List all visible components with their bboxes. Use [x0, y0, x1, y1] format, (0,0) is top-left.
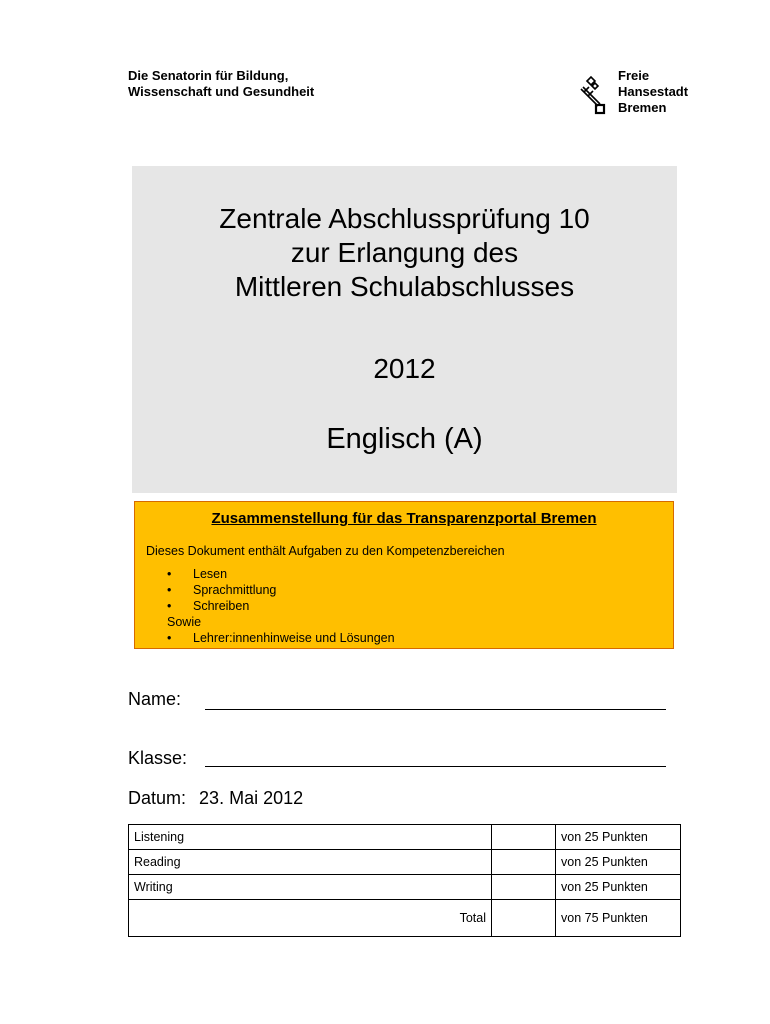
- title-line-1: Zentrale Abschlussprüfung 10: [219, 203, 590, 234]
- state-line-3: Bremen: [618, 100, 667, 115]
- score-max: von 25 Punkten: [556, 850, 681, 875]
- table-row: [129, 825, 681, 850]
- notice-title: Zusammenstellung für das Transparenzportal Bremen: [211, 510, 597, 527]
- table-row-total: [129, 900, 681, 937]
- title-line-2: zur Erlangung des: [290, 237, 519, 268]
- title-panel: [132, 166, 677, 493]
- list-item: • Sprachmittlung: [167, 582, 276, 598]
- score-label: Listening: [129, 825, 492, 850]
- score-max: von 25 Punkten: [556, 875, 681, 900]
- score-cell[interactable]: [492, 875, 556, 900]
- title-line-3: Mittleren Schulabschlusses: [234, 271, 575, 302]
- table-row: [129, 850, 681, 875]
- authority-line-2: Wissenschaft und Gesundheit: [128, 84, 315, 99]
- date-label: Datum:: [128, 788, 187, 808]
- score-label: Writing: [129, 875, 492, 900]
- total-max: von 75 Punkten: [556, 900, 681, 937]
- state-name: [618, 68, 688, 116]
- date-value: 23. Mai 2012: [199, 788, 304, 808]
- name-field[interactable]: [205, 709, 666, 710]
- class-field[interactable]: [205, 766, 666, 767]
- list-item: • Schreiben: [167, 598, 276, 614]
- total-cell[interactable]: [492, 900, 556, 937]
- list-item: • Lesen: [167, 566, 276, 582]
- authority-line-1: Die Senatorin für Bildung,: [128, 68, 289, 83]
- total-label: Total: [129, 900, 492, 937]
- notice-box: [134, 501, 674, 649]
- exam-year: 2012: [373, 353, 436, 384]
- score-max: von 25 Punkten: [556, 825, 681, 850]
- extra-list: [167, 630, 395, 646]
- state-line-1: Freie: [618, 68, 650, 83]
- name-label: Name:: [128, 689, 182, 709]
- table-row: [129, 875, 681, 900]
- score-cell[interactable]: [492, 850, 556, 875]
- notice-intro: Dieses Dokument enthält Aufgaben zu den Kompetenzbereichen: [146, 544, 505, 558]
- competence-list: [167, 566, 276, 614]
- state-line-2: Hansestadt: [618, 84, 689, 99]
- score-label: Reading: [129, 850, 492, 875]
- bremen-key-icon: [578, 75, 614, 117]
- list-item: • Lehrer:innenhinweise und Lösungen: [167, 630, 395, 646]
- notice-sowie: Sowie: [167, 615, 202, 629]
- date-row: [128, 788, 303, 809]
- authority-name: [128, 68, 314, 100]
- exam-subject: Englisch (A): [326, 423, 483, 455]
- score-table: [128, 824, 681, 937]
- score-cell[interactable]: [492, 825, 556, 850]
- class-label: Klasse:: [128, 748, 188, 768]
